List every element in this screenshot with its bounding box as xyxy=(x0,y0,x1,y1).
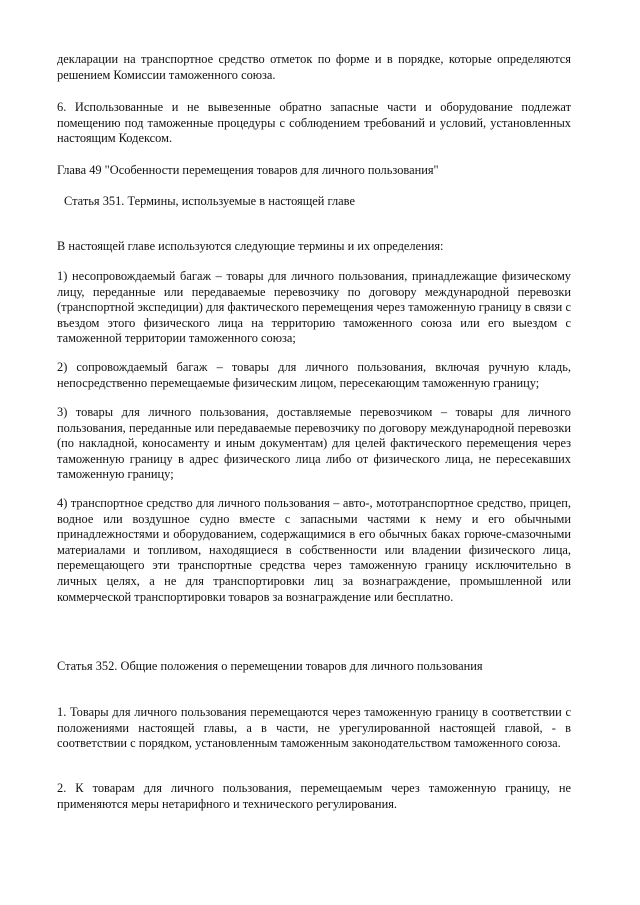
definition-item-3: 3) товары для личного пользования, доставляемые перевозчиком – товары для личного пользования, переданные или передаваемые перевозчику по договору международной перевозки (по накладной, коносаменту и иным документам) для целей фактического перемещения через таможенную границу в адрес физического лица либо от физического лица, не пересекавших таможенную границу; xyxy=(57,405,571,482)
definition-item-4: 4) транспортное средство для личного пользования – авто-, мототранспортное средство, прицеп, водное или воздушное судно вместе с запасными частями к нему и его обычными принадлежностями и оборудованием, содержащимися в его обычных баках горюче-смазочными материалами и топливом, находящиеся в собственности или владении физического лица, перемещающего эти транспортные средства через таможенную границу исключительно в личных целях, а не для транспортировки лиц за вознаграждение, промышленной или коммерческой транспортировки товаров за вознаграждение или бесплатно. xyxy=(57,496,571,604)
paragraph-item-6: 6. Использованные и не вывезенные обратно запасные части и оборудование подлежат помещению под таможенные процедуры с соблюдением требований и условий, установленных настоящим Кодексом. xyxy=(57,100,571,146)
definition-item-2: 2) сопровождаемый багаж – товары для личного пользования, включая ручную кладь, непосредственно перемещаемые физическим лицом, пересекающим таможенную границу; xyxy=(57,360,571,390)
article-352-item-2: 2. К товарам для личного пользования, перемещаемым через таможенную границу, не применяются меры нетарифного и технического регулирования. xyxy=(57,781,571,811)
definition-item-1: 1) несопровождаемый багаж – товары для личного пользования, принадлежащие физическому лицу, переданные или передаваемые перевозчику по договору международной перевозки (транспортной экспедиции) для фактического перемещения через таможенную границу в связи с въездом этого физического лица на территорию таможенного союза или его выездом с таможенной территории таможенного союза; xyxy=(57,269,571,346)
article-352-item-1: 1. Товары для личного пользования перемещаются через таможенную границу в соответствии с положениями настоящей главы, а в части, не урегулированной настоящей главой, - в соответствии с порядком, установленным таможенным законодательством таможенного союза. xyxy=(57,705,571,751)
article-351-title: Статья 351. Термины, используемые в настоящей главе xyxy=(64,194,355,208)
chapter-title: Глава 49 "Особенности перемещения товаров для личного пользования" xyxy=(57,163,439,177)
article-351-intro: В настоящей главе используются следующие термины и их определения: xyxy=(57,239,444,253)
article-352-title: Статья 352. Общие положения о перемещении товаров для личного пользования xyxy=(57,659,483,673)
continuation-paragraph: декларации на транспортное средство отметок по форме и в порядке, которые определяются решением Комиссии таможенного союза. xyxy=(57,52,571,82)
